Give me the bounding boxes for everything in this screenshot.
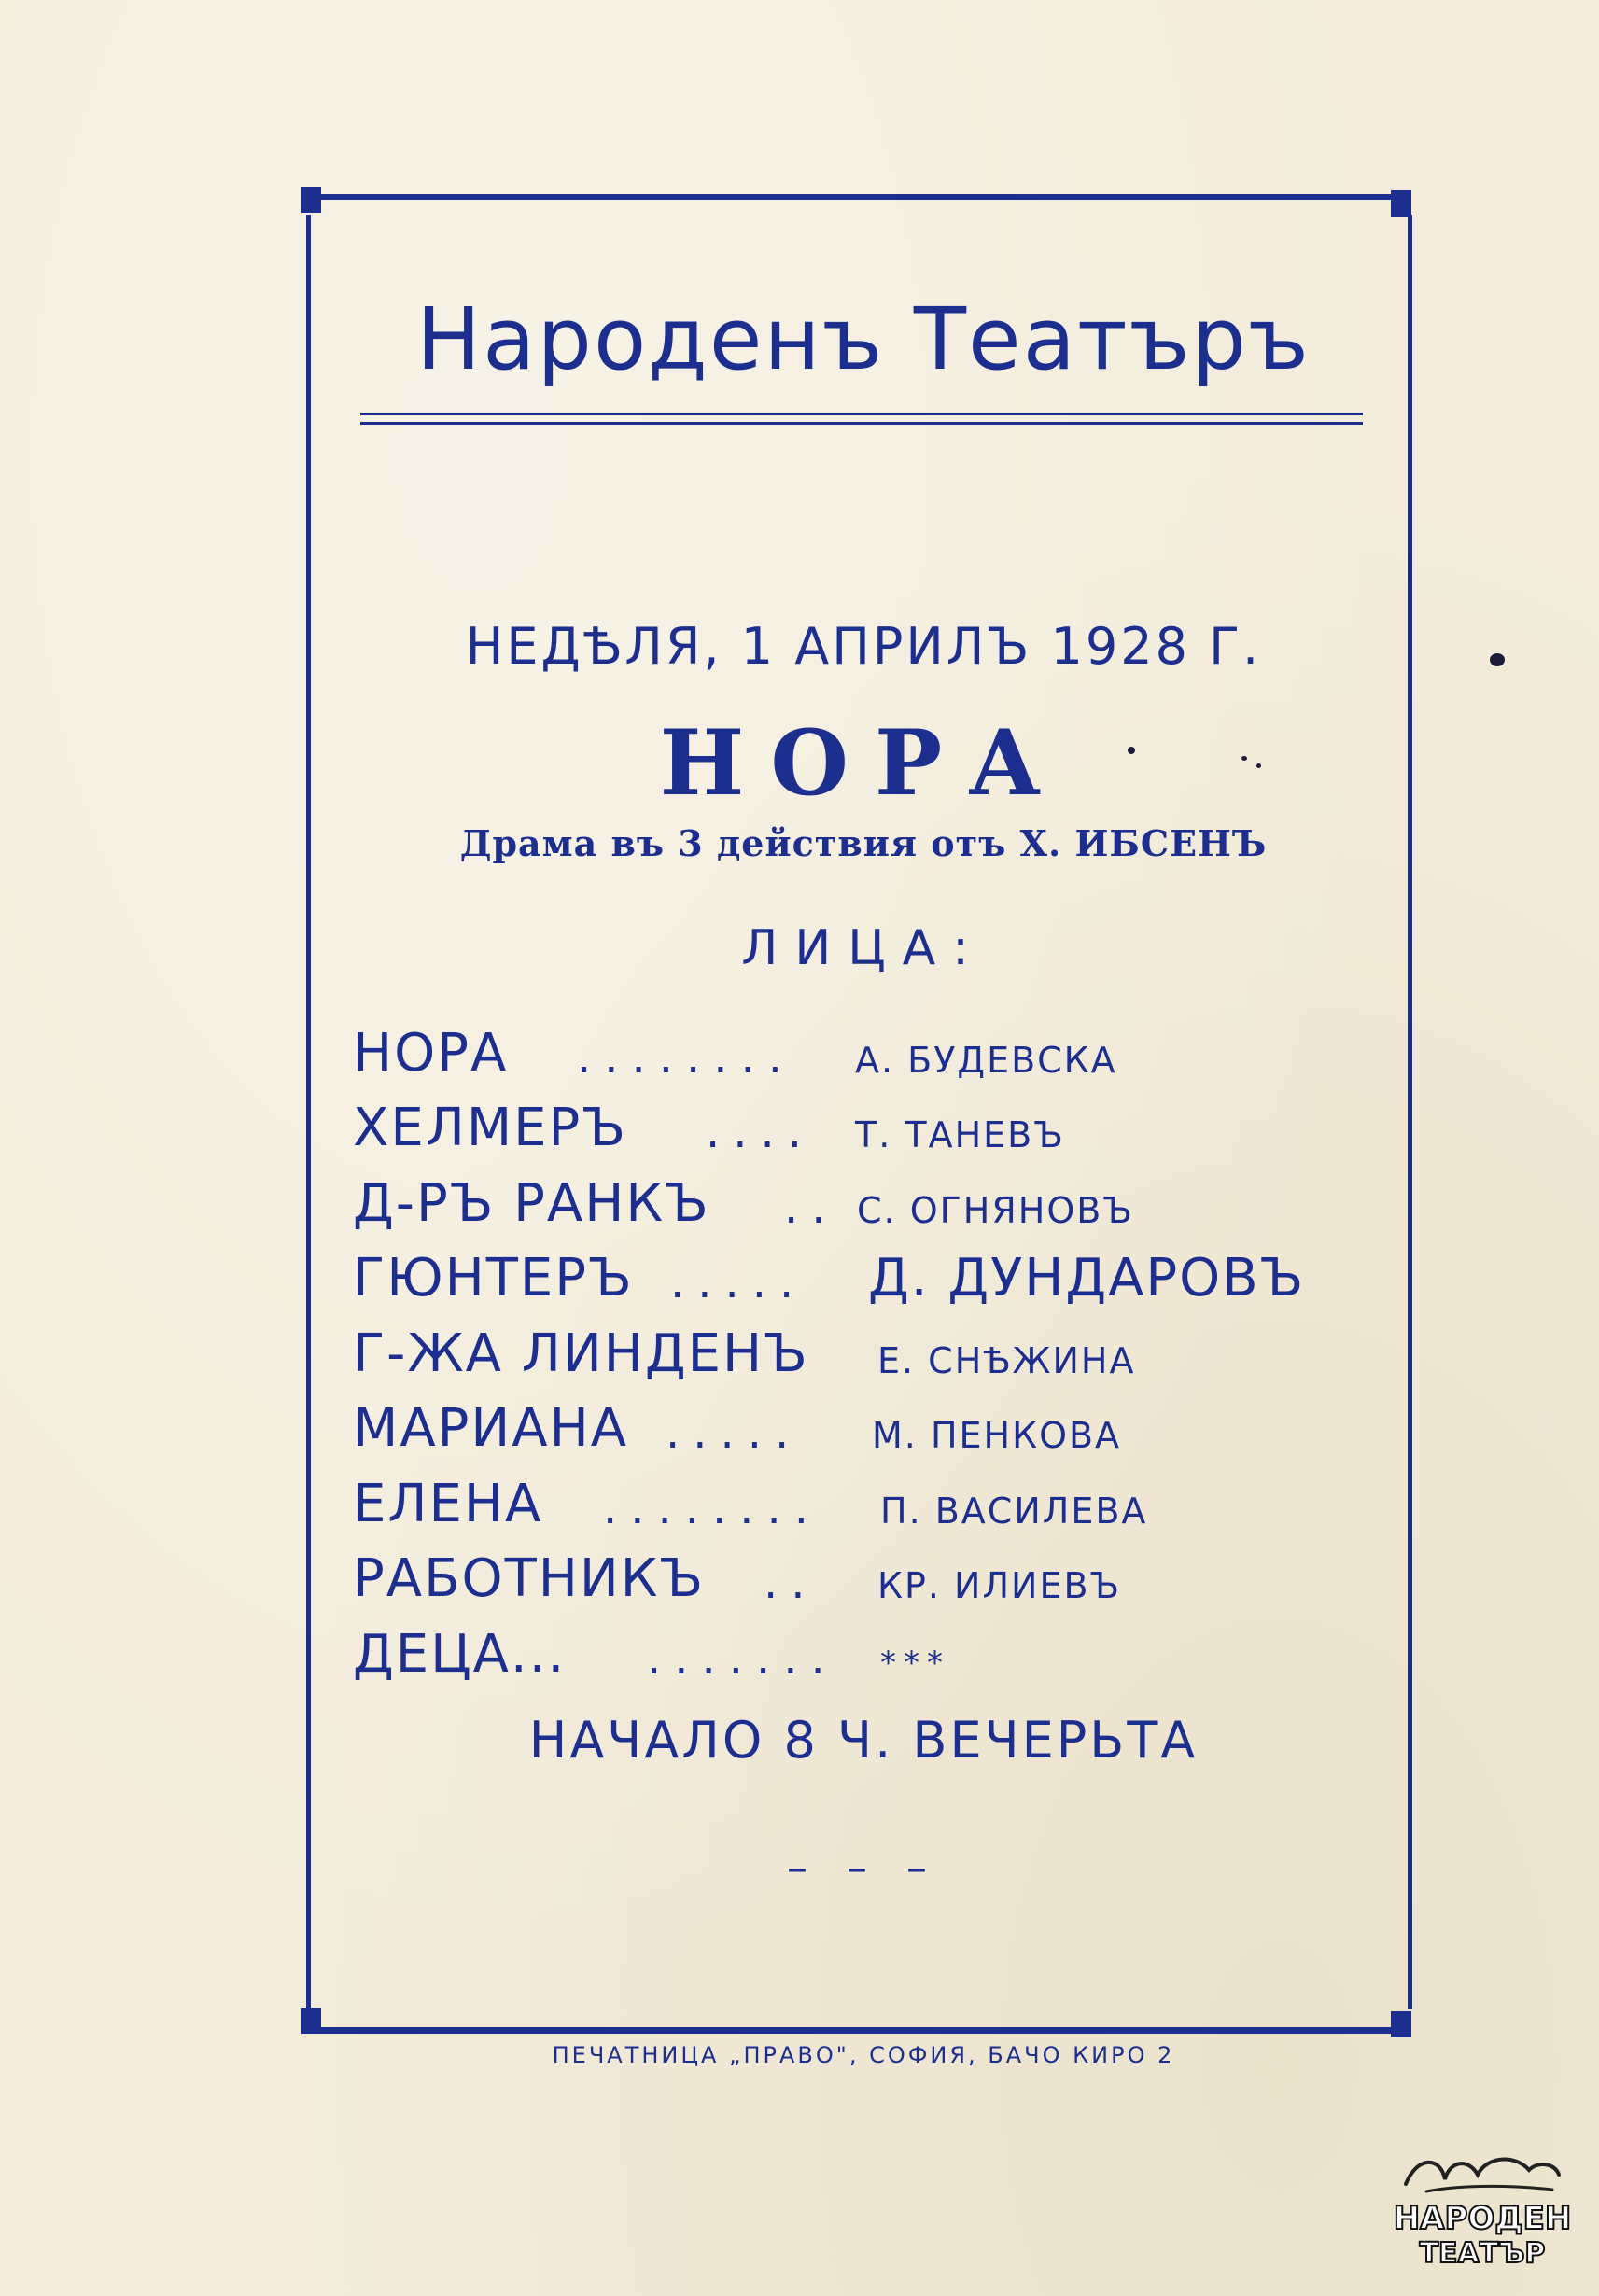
frame-corner-bottom-left bbox=[301, 2008, 321, 2034]
frame-right-border bbox=[1408, 215, 1412, 2009]
svg-text:НАРОДЕН: НАРОДЕН bbox=[1393, 2200, 1572, 2237]
cast-row bbox=[353, 1544, 1380, 1619]
cast-actor: Д. ДУНДАРОВЪ bbox=[868, 1248, 1306, 1309]
header-rule-upper bbox=[360, 413, 1363, 415]
cast-actor: Т. ТАНЕВЪ bbox=[855, 1114, 1065, 1155]
ink-speck bbox=[1241, 756, 1247, 761]
cast-list bbox=[353, 1017, 1380, 1694]
cast-leader-dots: ..... bbox=[670, 1256, 807, 1309]
cast-row bbox=[353, 1093, 1380, 1169]
cast-leader-dots: ..... bbox=[666, 1407, 803, 1459]
header-rule-lower bbox=[360, 422, 1363, 425]
theatre-name: Народенъ Театъръ bbox=[415, 289, 1311, 389]
ink-speck bbox=[1490, 653, 1505, 666]
national-theatre-logo bbox=[1389, 2147, 1576, 2277]
printer-imprint: ПЕЧАТНИЦА „ПРАВО", СОФИЯ, БАЧО КИРО 2 bbox=[552, 2042, 1175, 2068]
cast-actor: А. БУДЕВСКА bbox=[855, 1039, 1117, 1081]
frame-corner-top-left bbox=[301, 187, 321, 213]
frame-top-border bbox=[321, 194, 1395, 200]
cast-actor: М. ПЕНКОВА bbox=[872, 1415, 1122, 1456]
cast-row bbox=[353, 1618, 1380, 1694]
cast-leader-dots: ........ bbox=[603, 1481, 822, 1534]
start-time: НАЧАЛО 8 Ч. ВЕЧЕРЬТА bbox=[528, 1711, 1199, 1770]
svg-text:ТЕАТЪР: ТЕАТЪР bbox=[1419, 2237, 1546, 2270]
cast-leader-dots: ....... bbox=[647, 1631, 838, 1685]
cast-leader-dots: .. bbox=[784, 1181, 839, 1234]
cast-actor: КР. ИЛИЕВЪ bbox=[877, 1565, 1122, 1606]
cast-leader-dots: .... bbox=[706, 1106, 816, 1158]
frame-corner-bottom-right bbox=[1391, 2011, 1411, 2037]
cast-actor: Е. СНѢЖИНА bbox=[877, 1339, 1136, 1381]
play-title: НОРА bbox=[659, 710, 1068, 816]
cast-row bbox=[353, 1243, 1380, 1319]
play-subtitle: Драма въ 3 действия отъ Х. ИБСЕНЪ bbox=[459, 822, 1268, 864]
cast-role: Г-ЖА ЛИНДЕНЪ bbox=[353, 1323, 809, 1384]
cast-row bbox=[353, 1168, 1380, 1243]
cast-actor: П. ВАСИЛЕВА bbox=[880, 1490, 1148, 1532]
cast-row bbox=[353, 1468, 1380, 1544]
cast-heading: ЛИЦА: bbox=[741, 920, 986, 976]
cast-role: ЕЛЕНА bbox=[353, 1473, 543, 1534]
logo-icon bbox=[1389, 2147, 1576, 2277]
frame-left-border bbox=[306, 215, 311, 2009]
ink-speck bbox=[1256, 763, 1261, 768]
cast-row bbox=[353, 1318, 1380, 1393]
cast-leader-dots: .. bbox=[764, 1557, 819, 1609]
cast-actor-asterisks: *** bbox=[880, 1644, 950, 1682]
cast-leader-dots: ........ bbox=[577, 1030, 796, 1084]
cast-actor: С. ОГНЯНОВЪ bbox=[857, 1189, 1134, 1231]
cast-role: РАБОТНИКЪ bbox=[353, 1548, 706, 1609]
cast-role: МАРИАНА bbox=[353, 1398, 629, 1459]
separator-dashes: – – – bbox=[787, 1844, 940, 1892]
ink-speck bbox=[1128, 747, 1135, 754]
cast-role: НОРА bbox=[353, 1022, 509, 1084]
cast-row bbox=[353, 1017, 1380, 1093]
cast-role: ХЕЛМЕРЪ bbox=[353, 1098, 627, 1158]
performance-date: НЕДѢЛЯ, 1 АПРИЛЪ 1928 Г. bbox=[465, 617, 1262, 676]
cast-role: Д-РЪ РАНКЪ bbox=[353, 1172, 710, 1234]
cast-row bbox=[353, 1393, 1380, 1469]
frame-bottom-border bbox=[321, 2027, 1395, 2034]
cast-role: ДЕЦА... bbox=[353, 1623, 567, 1685]
cast-role: ГЮНТЕРЪ bbox=[353, 1248, 634, 1309]
frame-corner-top-right bbox=[1391, 190, 1411, 217]
